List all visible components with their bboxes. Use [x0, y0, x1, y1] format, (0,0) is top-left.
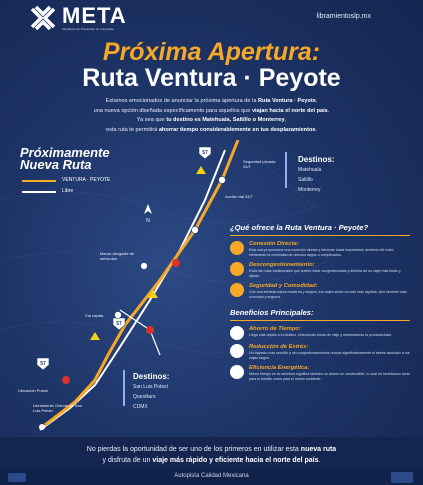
meta-logo-icon — [30, 5, 56, 31]
benefit-item: Reducción de Estrés: Un trayecto más sencillo y sin congestionamientos reduce significativamente el estrés asociado a los viajes largos. — [230, 344, 410, 361]
brand-subtitle: Manifiesto de Transporte en Autopistas — [62, 26, 114, 31]
clock-icon — [230, 326, 244, 340]
title-line-1: Próxima Apertura: — [102, 38, 321, 66]
legend-title: Próximamente Nueva Ruta — [20, 145, 110, 172]
shield-label: 57 — [202, 150, 208, 156]
shield-label: 57 — [116, 321, 122, 327]
north-arrow-icon — [144, 204, 152, 214]
checkpoint-icon — [219, 177, 226, 184]
checkpoint-icon — [192, 227, 199, 234]
legend-label-free: Libre — [62, 188, 74, 194]
checkpoint-icon — [141, 263, 148, 270]
fuel-pump-icon — [230, 365, 244, 379]
legend-label-new-route: VENTURA · PEYOTE — [62, 177, 111, 183]
destinations-north: Destinos: Matehuala Saltillo Monterrey — [298, 155, 335, 193]
highway-shield-icon — [199, 147, 211, 159]
start-marker — [39, 424, 45, 430]
route-icon — [230, 241, 244, 255]
label-menor-desgaste: Menor desgaste de vehículos — [100, 251, 135, 261]
highway-shield-icon — [37, 358, 49, 370]
benefit-item: Ahorro de Tiempo: Llega más rápido a tu destino, reduciendo horas de viaje y maximizando tu productividad. — [230, 326, 410, 340]
destinations-south: Destinos: San Luis Potosí Querétaro CDMX — [133, 372, 170, 410]
sponsor-logo-right — [391, 472, 413, 483]
warning-sign-icon — [196, 166, 206, 174]
benefits-heading: Beneficios Principales: — [230, 308, 314, 317]
south-arrow-line — [123, 370, 125, 406]
bottom-bar — [0, 470, 423, 485]
checkpoint-icon — [115, 312, 122, 319]
warning-sign-icon — [90, 332, 100, 340]
website-link[interactable]: libramientoslp.mx — [316, 13, 371, 20]
north-arrow-line — [285, 152, 287, 188]
benefit-item: Eficiencia Energética: Menor tiempo en la carretera significa también un ahorro en combustible, lo cual es beneficioso tanto para tu bolsillo como para el medio ambiente. — [230, 365, 410, 382]
footer-text: No pierdas la oportunidad de ser uno de los primeros en utilizar esta nueva ruta y disfruta de un viaje más rápido y eficiente hacia el norte del país. — [86, 446, 337, 464]
calm-face-icon — [230, 344, 244, 358]
north-label: N — [146, 218, 150, 224]
bottom-slogan: Autopista Calidad Mexicana — [174, 473, 249, 479]
label-start: Ubicación Potosí — [18, 388, 49, 393]
traffic-icon — [230, 262, 244, 276]
sponsor-logo-left — [8, 473, 26, 482]
legend-swatch-free — [22, 191, 56, 193]
shield-icon — [230, 283, 244, 297]
brand-name: META — [62, 2, 127, 28]
legend-swatch-new-route — [22, 180, 56, 182]
stop-sign-icon — [62, 376, 70, 384]
intro-text: Estamos emocionados de anunciar la próxima apertura de la Ruta Ventura · Peyote, una nueva opción diseñada específicamente para aquellos que viajan hacia el norte del país. Ya sea que tu destino es Matehuala, Saltillo o Monterrey, esta ruta te permitirá ahorrar tiempo considerablemente en tus desplazamientos. — [93, 98, 330, 133]
offers-heading: ¿Qué ofrece la Ruta Ventura · Peyote? — [230, 223, 369, 232]
offer-item: Descongestionamiento: Evita las rutas tradicionales que suelen estar congestionadas y disfruta de un viaje más fluido y rápido. — [230, 262, 410, 279]
offer-item: Conexión Directa: Esta ruta proporciona una conexión directa y eficiente hacia importantes destinos del norte, eliminando la necesidad de desvíos largos o complicados. — [230, 241, 410, 258]
stop-sign-icon — [146, 326, 154, 334]
label-libramiento: Libramiento Oriente de San Luis Potosí — [33, 403, 82, 413]
stop-sign-icon — [172, 259, 180, 267]
offer-item: Seguridad y Comodidad: Con una infraestructura moderna y segura, tus viajes serán no solo más rápidos, sino también más cómodos y seguros. — [230, 283, 410, 300]
label-auxilio: Auxilio vial 24/7 — [225, 194, 253, 199]
label-seguridad: Seguridad privada 24/7 — [243, 159, 276, 169]
title-line-2: Ruta Ventura · Peyote — [82, 64, 341, 92]
shield-label: 57 — [40, 361, 46, 367]
label-via-rapida: Vía rápida — [85, 313, 104, 318]
meta-logo — [30, 2, 127, 31]
